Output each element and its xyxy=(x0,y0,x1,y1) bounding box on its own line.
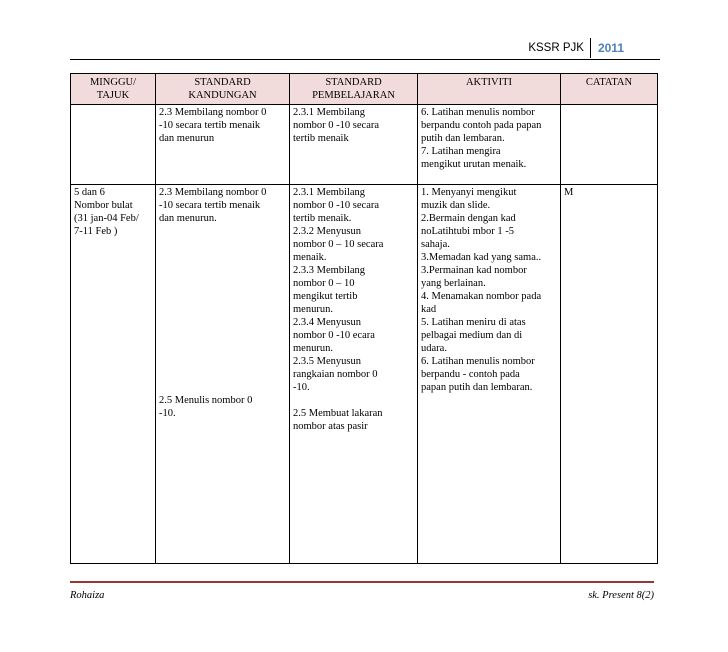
spacer xyxy=(159,225,286,394)
col-header-catatan xyxy=(561,74,658,105)
cell-catatan xyxy=(561,185,658,564)
cell-line: -10. xyxy=(159,408,176,419)
col-header-minggu xyxy=(71,74,156,105)
header-year: 2011 xyxy=(597,41,624,55)
cell-line: 2.3.2 Menyusun xyxy=(293,226,361,237)
cell-line: PEMBELAJARAN xyxy=(312,90,395,101)
cell-line: nombor 0 – 10 xyxy=(293,278,355,289)
cell-line: (31 jan-04 Feb/ xyxy=(74,213,139,224)
cell-aktiviti xyxy=(418,105,561,185)
header-title: KSSR PJK xyxy=(528,38,591,58)
cell-line: Nombor bulat xyxy=(74,200,133,211)
cell-minggu xyxy=(71,105,156,185)
col-header-kandungan xyxy=(156,74,290,105)
cell-line: 2.3.4 Menyusun xyxy=(293,317,361,328)
cell-line: M xyxy=(564,187,574,198)
cell-line: sahaja. xyxy=(421,239,450,250)
cell-minggu xyxy=(71,185,156,564)
cell-line: nombor 0 – 10 secara xyxy=(293,239,384,250)
cell-line: nombor 0 -10 secara xyxy=(293,200,380,211)
cell-line: udara. xyxy=(421,343,447,354)
cell-line: MINGGU/ xyxy=(89,77,137,88)
cell-line: TAJUK xyxy=(96,90,130,101)
cell-kandungan xyxy=(156,105,290,185)
cell-line: -10 secara tertib menaik xyxy=(159,120,261,131)
kandungan-block-a xyxy=(159,186,286,225)
cell-line: -10. xyxy=(293,382,310,393)
cell-line: pelbagai medium dan di xyxy=(421,330,523,341)
cell-line: 2.3.5 Menyusun xyxy=(293,356,361,367)
spacer xyxy=(293,394,414,407)
col-header-pembelajaran xyxy=(290,74,418,105)
cell-line: tertib menaik. xyxy=(293,213,352,224)
cell-line: mengikut tertib xyxy=(293,291,358,302)
cell-line: 2.Bermain dengan kad xyxy=(421,213,516,224)
cell-line: 2.3 Membilang nombor 0 xyxy=(159,107,267,118)
col-header-aktiviti xyxy=(418,74,561,105)
cell-pembelajaran xyxy=(290,105,418,185)
table-header-row xyxy=(71,74,658,105)
cell-pembelajaran xyxy=(290,185,418,564)
cell-line: dan menurun xyxy=(159,133,215,144)
cell-line: nombor 0 -10 ecara xyxy=(293,330,375,341)
cell-line: putih dan lembaran. xyxy=(421,133,505,144)
page-header xyxy=(528,38,624,58)
cell-catatan xyxy=(561,105,658,185)
cell-line: 2.3.1 Membilang xyxy=(293,187,366,198)
cell-line: berpandu contoh pada papan xyxy=(421,120,542,131)
cell-line: 2.5 Menulis nombor 0 xyxy=(159,395,253,406)
table-row xyxy=(71,185,658,564)
cell-line: menurun. xyxy=(293,343,333,354)
cell-line: noLatihtubi mbor 1 -5 xyxy=(421,226,515,237)
cell-line: rangkaian nombor 0 xyxy=(293,369,378,380)
cell-line: AKTIVITI xyxy=(465,77,513,88)
cell-line: dan menurun. xyxy=(159,213,217,224)
kandungan-block-b xyxy=(159,394,286,420)
cell-line: mengikut urutan menaik. xyxy=(421,159,527,170)
cell-line: 4. Menamakan nombor pada xyxy=(421,291,542,302)
cell-line: menaik. xyxy=(293,252,327,263)
header-rule xyxy=(70,59,660,60)
cell-line: CATATAN xyxy=(585,77,633,88)
cell-line: 2.3.3 Membilang xyxy=(293,265,366,276)
cell-line: muzik dan slide. xyxy=(421,200,491,211)
cell-line: yang berlainan. xyxy=(421,278,486,289)
cell-line: 7. Latihan mengira xyxy=(421,146,501,157)
cell-line: 2.3 Membilang nombor 0 xyxy=(159,187,267,198)
cell-line: -10 secara tertib menaik xyxy=(159,200,261,211)
footer-rule xyxy=(70,581,654,583)
cell-line: nombor atas pasir xyxy=(293,421,368,432)
cell-line: 3.Permainan kad nombor xyxy=(421,265,527,276)
cell-line: 6. Latihan menulis nombor xyxy=(421,356,535,367)
footer-author: Rohaiza xyxy=(70,590,105,601)
cell-line: 7-11 Feb ) xyxy=(74,226,118,237)
cell-kandungan xyxy=(156,185,290,564)
cell-line: nombor 0 -10 secara xyxy=(293,120,380,131)
cell-line: berpandu - contoh pada xyxy=(421,369,520,380)
cell-line: 2.5 Membuat lakaran xyxy=(293,408,383,419)
cell-line: 5 dan 6 xyxy=(74,187,105,198)
cell-line: 3.Memadan kad yang sama.. xyxy=(421,252,542,263)
cell-line: menurun. xyxy=(293,304,333,315)
cell-line: papan putih dan lembaran. xyxy=(421,382,533,393)
lesson-plan-table xyxy=(70,73,658,564)
cell-line: STANDARD xyxy=(325,77,382,88)
table-row xyxy=(71,105,658,185)
pembelajaran-block-b xyxy=(293,407,414,433)
cell-line: tertib menaik xyxy=(293,133,349,144)
cell-aktiviti xyxy=(418,185,561,564)
cell-line: 1. Menyanyi mengikut xyxy=(421,187,517,198)
cell-line: kad xyxy=(421,304,437,315)
cell-line: STANDARD xyxy=(194,77,251,88)
cell-line: KANDUNGAN xyxy=(188,90,257,101)
cell-line: 5. Latihan meniru di atas xyxy=(421,317,526,328)
footer-class: sk. Present 8(2) xyxy=(588,590,654,601)
cell-line: 2.3.1 Membilang xyxy=(293,107,366,118)
cell-line: 6. Latihan menulis nombor xyxy=(421,107,535,118)
pembelajaran-block-a xyxy=(293,186,414,394)
